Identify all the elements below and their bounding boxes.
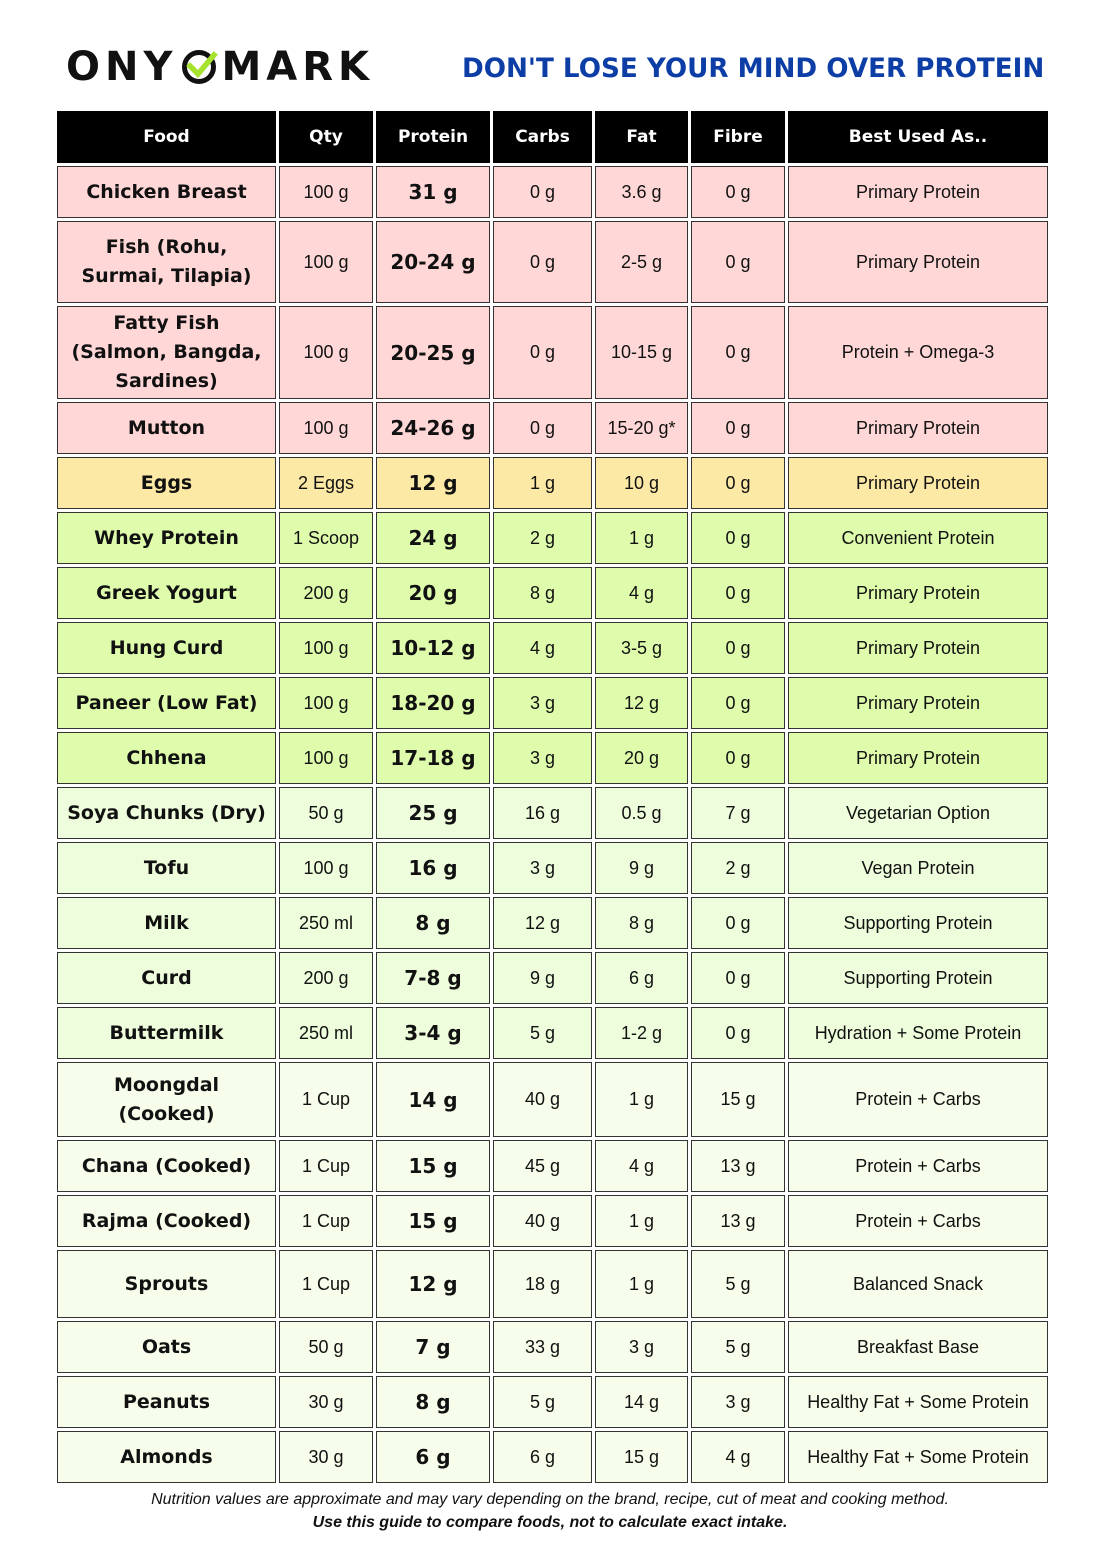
protein-cell: 8 g xyxy=(376,1376,490,1428)
qty-cell: 30 g xyxy=(279,1376,373,1428)
column-header: Protein xyxy=(376,111,490,163)
best-used-as-cell: Supporting Protein xyxy=(788,952,1048,1004)
table-row xyxy=(57,622,1048,674)
carbs-cell: 5 g xyxy=(493,1007,592,1059)
fibre-cell: 5 g xyxy=(691,1321,785,1373)
qty-cell: 100 g xyxy=(279,732,373,784)
qty-cell: 1 Cup xyxy=(279,1250,373,1318)
protein-cell: 24 g xyxy=(376,512,490,564)
column-header: Food xyxy=(57,111,276,163)
table-row xyxy=(57,952,1048,1004)
best-used-as-cell: Primary Protein xyxy=(788,732,1048,784)
carbs-cell: 3 g xyxy=(493,677,592,729)
fibre-cell: 0 g xyxy=(691,1007,785,1059)
page-header xyxy=(0,0,1100,110)
check-circle-icon xyxy=(179,47,219,87)
fibre-cell: 13 g xyxy=(691,1140,785,1192)
fibre-cell: 0 g xyxy=(691,512,785,564)
fat-cell: 10-15 g xyxy=(595,306,688,399)
fibre-cell: 4 g xyxy=(691,1431,785,1483)
best-used-as-cell: Balanced Snack xyxy=(788,1250,1048,1318)
food-cell: Moongdal (Cooked) xyxy=(57,1062,276,1137)
food-cell: Peanuts xyxy=(57,1376,276,1428)
protein-cell: 7 g xyxy=(376,1321,490,1373)
protein-cell: 6 g xyxy=(376,1431,490,1483)
qty-cell: 250 ml xyxy=(279,897,373,949)
qty-cell: 1 Scoop xyxy=(279,512,373,564)
food-cell: Almonds xyxy=(57,1431,276,1483)
table-row xyxy=(57,1321,1048,1373)
food-cell: Buttermilk xyxy=(57,1007,276,1059)
table-row xyxy=(57,221,1048,303)
table-row xyxy=(57,732,1048,784)
fat-cell: 0.5 g xyxy=(595,787,688,839)
protein-cell: 16 g xyxy=(376,842,490,894)
qty-cell: 30 g xyxy=(279,1431,373,1483)
fat-cell: 1 g xyxy=(595,1195,688,1247)
qty-cell: 100 g xyxy=(279,306,373,399)
carbs-cell: 16 g xyxy=(493,787,592,839)
food-cell: Greek Yogurt xyxy=(57,567,276,619)
fat-cell: 3.6 g xyxy=(595,166,688,218)
food-cell: Oats xyxy=(57,1321,276,1373)
best-used-as-cell: Healthy Fat + Some Protein xyxy=(788,1376,1048,1428)
fat-cell: 15 g xyxy=(595,1431,688,1483)
carbs-cell: 33 g xyxy=(493,1321,592,1373)
table-row xyxy=(57,1250,1048,1318)
fibre-cell: 0 g xyxy=(691,897,785,949)
fibre-cell: 2 g xyxy=(691,842,785,894)
fat-cell: 2-5 g xyxy=(595,221,688,303)
qty-cell: 2 Eggs xyxy=(279,457,373,509)
table-row xyxy=(57,897,1048,949)
fibre-cell: 0 g xyxy=(691,457,785,509)
brand-logo xyxy=(66,44,374,90)
protein-cell: 7-8 g xyxy=(376,952,490,1004)
fibre-cell: 0 g xyxy=(691,567,785,619)
protein-cell: 31 g xyxy=(376,166,490,218)
best-used-as-cell: Primary Protein xyxy=(788,567,1048,619)
fat-cell: 6 g xyxy=(595,952,688,1004)
food-cell: Chhena xyxy=(57,732,276,784)
protein-cell: 17-18 g xyxy=(376,732,490,784)
best-used-as-cell: Primary Protein xyxy=(788,221,1048,303)
fat-cell: 15-20 g* xyxy=(595,402,688,454)
fat-cell: 4 g xyxy=(595,567,688,619)
qty-cell: 200 g xyxy=(279,567,373,619)
fibre-cell: 0 g xyxy=(691,677,785,729)
carbs-cell: 5 g xyxy=(493,1376,592,1428)
food-cell: Rajma (Cooked) xyxy=(57,1195,276,1247)
best-used-as-cell: Hydration + Some Protein xyxy=(788,1007,1048,1059)
food-cell: Eggs xyxy=(57,457,276,509)
best-used-as-cell: Vegetarian Option xyxy=(788,787,1048,839)
fat-cell: 20 g xyxy=(595,732,688,784)
food-cell: Milk xyxy=(57,897,276,949)
food-cell: Chana (Cooked) xyxy=(57,1140,276,1192)
column-header: Fat xyxy=(595,111,688,163)
protein-cell: 12 g xyxy=(376,1250,490,1318)
logo-text-left: ONY xyxy=(66,44,178,90)
best-used-as-cell: Protein + Carbs xyxy=(788,1140,1048,1192)
food-cell: Curd xyxy=(57,952,276,1004)
qty-cell: 50 g xyxy=(279,1321,373,1373)
protein-cell: 20-25 g xyxy=(376,306,490,399)
table-row xyxy=(57,1062,1048,1137)
carbs-cell: 8 g xyxy=(493,567,592,619)
protein-cell: 15 g xyxy=(376,1140,490,1192)
fat-cell: 10 g xyxy=(595,457,688,509)
protein-cell: 20 g xyxy=(376,567,490,619)
best-used-as-cell: Protein + Omega-3 xyxy=(788,306,1048,399)
fat-cell: 14 g xyxy=(595,1376,688,1428)
qty-cell: 100 g xyxy=(279,842,373,894)
fibre-cell: 3 g xyxy=(691,1376,785,1428)
table-row xyxy=(57,787,1048,839)
table-header-row xyxy=(57,111,1048,163)
fibre-cell: 0 g xyxy=(691,732,785,784)
qty-cell: 100 g xyxy=(279,166,373,218)
fibre-cell: 0 g xyxy=(691,221,785,303)
protein-cell: 8 g xyxy=(376,897,490,949)
column-header: Fibre xyxy=(691,111,785,163)
fibre-cell: 13 g xyxy=(691,1195,785,1247)
fat-cell: 4 g xyxy=(595,1140,688,1192)
carbs-cell: 6 g xyxy=(493,1431,592,1483)
fat-cell: 8 g xyxy=(595,897,688,949)
fat-cell: 1 g xyxy=(595,512,688,564)
food-cell: Mutton xyxy=(57,402,276,454)
qty-cell: 1 Cup xyxy=(279,1195,373,1247)
carbs-cell: 9 g xyxy=(493,952,592,1004)
fibre-cell: 0 g xyxy=(691,166,785,218)
qty-cell: 250 ml xyxy=(279,1007,373,1059)
best-used-as-cell: Primary Protein xyxy=(788,402,1048,454)
fat-cell: 1 g xyxy=(595,1062,688,1137)
qty-cell: 100 g xyxy=(279,221,373,303)
logo-text-right: MARK xyxy=(221,44,375,90)
table-row xyxy=(57,1007,1048,1059)
food-cell: Whey Protein xyxy=(57,512,276,564)
table-row xyxy=(57,567,1048,619)
best-used-as-cell: Primary Protein xyxy=(788,622,1048,674)
carbs-cell: 18 g xyxy=(493,1250,592,1318)
table-row xyxy=(57,512,1048,564)
best-used-as-cell: Protein + Carbs xyxy=(788,1195,1048,1247)
qty-cell: 100 g xyxy=(279,622,373,674)
protein-cell: 15 g xyxy=(376,1195,490,1247)
qty-cell: 100 g xyxy=(279,402,373,454)
table-row xyxy=(57,402,1048,454)
protein-cell: 20-24 g xyxy=(376,221,490,303)
carbs-cell: 40 g xyxy=(493,1195,592,1247)
footer-advice: Use this guide to compare foods, not to calculate exact intake. xyxy=(312,1514,788,1531)
best-used-as-cell: Healthy Fat + Some Protein xyxy=(788,1431,1048,1483)
protein-cell: 25 g xyxy=(376,787,490,839)
carbs-cell: 45 g xyxy=(493,1140,592,1192)
best-used-as-cell: Primary Protein xyxy=(788,677,1048,729)
carbs-cell: 0 g xyxy=(493,402,592,454)
column-header: Best Used As.. xyxy=(788,111,1048,163)
protein-cell: 3-4 g xyxy=(376,1007,490,1059)
table-row xyxy=(57,1431,1048,1483)
carbs-cell: 12 g xyxy=(493,897,592,949)
qty-cell: 100 g xyxy=(279,677,373,729)
food-cell: Paneer (Low Fat) xyxy=(57,677,276,729)
fat-cell: 12 g xyxy=(595,677,688,729)
fibre-cell: 7 g xyxy=(691,787,785,839)
best-used-as-cell: Supporting Protein xyxy=(788,897,1048,949)
table-row xyxy=(57,1140,1048,1192)
fat-cell: 1-2 g xyxy=(595,1007,688,1059)
food-cell: Sprouts xyxy=(57,1250,276,1318)
carbs-cell: 3 g xyxy=(493,732,592,784)
table-body xyxy=(57,166,1048,1483)
carbs-cell: 0 g xyxy=(493,166,592,218)
table-row xyxy=(57,677,1048,729)
carbs-cell: 0 g xyxy=(493,306,592,399)
fat-cell: 3-5 g xyxy=(595,622,688,674)
food-cell: Chicken Breast xyxy=(57,166,276,218)
fibre-cell: 0 g xyxy=(691,622,785,674)
carbs-cell: 0 g xyxy=(493,221,592,303)
column-header: Carbs xyxy=(493,111,592,163)
fibre-cell: 5 g xyxy=(691,1250,785,1318)
column-header: Qty xyxy=(279,111,373,163)
carbs-cell: 4 g xyxy=(493,622,592,674)
fibre-cell: 0 g xyxy=(691,402,785,454)
fibre-cell: 0 g xyxy=(691,952,785,1004)
fat-cell: 9 g xyxy=(595,842,688,894)
table-row xyxy=(57,1195,1048,1247)
footer-note: Nutrition values are approximate and may vary depending on the brand, recipe, cut of meat and cooking method. xyxy=(151,1491,949,1508)
fat-cell: 3 g xyxy=(595,1321,688,1373)
qty-cell: 1 Cup xyxy=(279,1140,373,1192)
best-used-as-cell: Vegan Protein xyxy=(788,842,1048,894)
carbs-cell: 1 g xyxy=(493,457,592,509)
best-used-as-cell: Protein + Carbs xyxy=(788,1062,1048,1137)
fibre-cell: 0 g xyxy=(691,306,785,399)
food-cell: Tofu xyxy=(57,842,276,894)
protein-table xyxy=(56,110,1046,1486)
fibre-cell: 15 g xyxy=(691,1062,785,1137)
food-cell: Fatty Fish (Salmon, Bangda, Sardines) xyxy=(57,306,276,399)
protein-cell: 10-12 g xyxy=(376,622,490,674)
page-tagline: DON'T LOSE YOUR MIND OVER PROTEIN xyxy=(461,53,1044,84)
footer xyxy=(0,1488,1100,1534)
best-used-as-cell: Breakfast Base xyxy=(788,1321,1048,1373)
food-cell: Fish (Rohu, Surmai, Tilapia) xyxy=(57,221,276,303)
best-used-as-cell: Convenient Protein xyxy=(788,512,1048,564)
carbs-cell: 40 g xyxy=(493,1062,592,1137)
protein-cell: 24-26 g xyxy=(376,402,490,454)
table-row xyxy=(57,166,1048,218)
carbs-cell: 2 g xyxy=(493,512,592,564)
food-cell: Hung Curd xyxy=(57,622,276,674)
qty-cell: 200 g xyxy=(279,952,373,1004)
table-row xyxy=(57,306,1048,399)
qty-cell: 1 Cup xyxy=(279,1062,373,1137)
best-used-as-cell: Primary Protein xyxy=(788,457,1048,509)
table-row xyxy=(57,1376,1048,1428)
food-cell: Soya Chunks (Dry) xyxy=(57,787,276,839)
protein-cell: 18-20 g xyxy=(376,677,490,729)
qty-cell: 50 g xyxy=(279,787,373,839)
carbs-cell: 3 g xyxy=(493,842,592,894)
table-row xyxy=(57,457,1048,509)
protein-cell: 14 g xyxy=(376,1062,490,1137)
fat-cell: 1 g xyxy=(595,1250,688,1318)
best-used-as-cell: Primary Protein xyxy=(788,166,1048,218)
table-row xyxy=(57,842,1048,894)
protein-cell: 12 g xyxy=(376,457,490,509)
